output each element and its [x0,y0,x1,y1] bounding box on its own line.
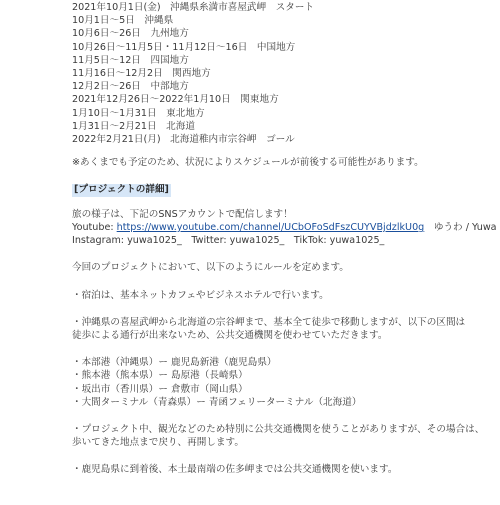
rule-kagoshima: ・鹿児島県に到着後、本土最南端の佐多岬までは公共交通機関を使います。 [72,464,398,476]
social-accounts: Instagram: yuwa1025_ Twitter: yuwa1025_ TikTok: yuwa1025_ [72,235,385,247]
sns-intro: 旅の様子は、下記のSNSアカウントで配信します！ [72,208,293,220]
youtube-prefix: Youtube: [72,222,117,234]
route-item: ・熊本港（熊本県）ー 島原港（長崎県） [72,370,248,382]
rule-walk-line: ・沖縄県の喜屋武岬から北海道の宗谷岬まで、基本全て徒歩で移動しますが、以下の区間は [72,316,466,328]
schedule-item: 1月10日〜1月31日 東北地方 [72,107,205,119]
schedule-item: 10月26日〜11月5日・11月12日〜16日 中国地方 [72,41,296,53]
schedule-item: 2021年12月26日〜2022年1月10日 関東地方 [72,94,279,106]
schedule-note: ※あくまでも予定のため、状況によりスケジュールが前後する可能性があります。 [72,157,424,169]
rule-walk-line: 徒歩による通行が出来ないため、公共交通機関を使わせていただきます。 [72,329,388,341]
rules-intro: 今回のプロジェクトにおいて、以下のようにルールを定めます。 [72,262,349,274]
sns-block [72,208,497,249]
route-list [72,357,492,410]
youtube-suffix: ゆうわ / Yuwa [424,222,497,234]
schedule-item: 10月1日〜5日 沖縄県 [72,15,174,27]
schedule-item: 11月5日〜12日 四国地方 [72,54,189,66]
youtube-channel-link[interactable]: https://www.youtube.com/channel/UCbOFoSdFszCUYVBjdzlkU0g [116,222,425,234]
schedule-item: 12月2日〜26日 中部地方 [72,81,189,93]
schedule-list [72,2,492,147]
rule-sightseeing [72,424,492,450]
rule-sightseeing-line: ・プロジェクト中、観光などのため特別に公共交通機関を使うことがありますが、その場合は、 [72,423,485,435]
section-heading: [プロジェクトの詳細] [74,184,169,196]
article-body [72,2,497,477]
rule-lodging: ・宿泊は、基本ネットカフェやビジネスホテルで行います。 [72,289,329,301]
route-item: ・大間ターミナル（青森県）ー 青函フェリーターミナル（北海道） [72,396,362,408]
schedule-item: 2022年2月21日(月) 北海道稚内市宗谷岬 ゴール [72,133,295,145]
schedule-item: 10月6日〜26日 九州地方 [72,28,189,40]
youtube-line [72,222,497,235]
route-item: ・坂出市（香川県）ー 倉敷市（岡山県） [72,383,248,395]
rule-sightseeing-line: 歩いてきた地点まで戻り、再開します。 [72,437,244,449]
rule-walk [72,317,492,343]
schedule-item: 1月31日〜2月21日 北海道 [72,120,195,132]
schedule-item: 11月16日〜12月2日 関西地方 [72,67,211,79]
route-item: ・本部港（沖縄県）ー 鹿児島新港（鹿児島県） [72,357,277,369]
schedule-item: 2021年10月1日(金) 沖縄県糸満市喜屋武岬 スタート [72,2,315,13]
